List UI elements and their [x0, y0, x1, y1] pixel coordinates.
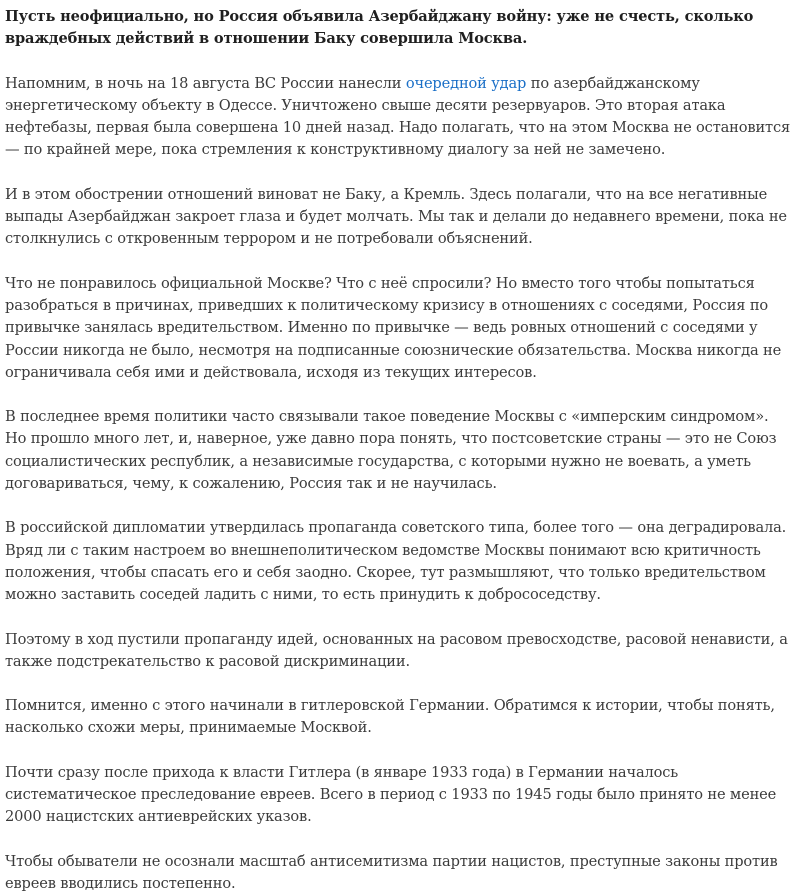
paragraph-1-text-before: Напомним, в ночь на 18 августа ВС России нанесли: [5, 74, 406, 92]
article-paragraph-8: Почти сразу после прихода к власти Гитлера (в январе 1933 года) в Германии началось систематическое преследование евреев. Всего в период с 1933 по 1945 годы было принято не менее 2000 нацистских антиеврейских указов.: [5, 763, 777, 826]
article-paragraph-2: И в этом обострении отношений виноват не Баку, а Кремль. Здесь полагали, что на все негативные выпады Азербайджан закроет глаза и будет молчать. Мы так и делали до недавнего времени, пока не столкнулись с откровенным террором и не потребовали объяснений.: [5, 185, 787, 248]
article-paragraph-3: Что не понравилось официальной Москве? Что с неё спросили? Но вместо того чтобы попытаться разобраться в причинах, приведших к политическому кризису в отношениях с соседями, Россия по привычке занялась вредительством. Именно по привычке — ведь ровных отношений с соседями у России никогда не было, несмотря на подписанные союзнические обязательства. Москва никогда не ограничивала себя ими и действовала, исходя из текущих интересов.: [5, 274, 782, 381]
article-paragraph-5: В российской дипломатии утвердилась пропаганда советского типа, более того — она деградировала. Вряд ли с таким настроем во внешнеполитическом ведомстве Москвы понимают всю критичность положения, чтобы спасать его и себя заодно. Скорее, тут размышляют, что только вредительством можно заставить соседей ладить с ними, то есть принудить к добрососедству.: [5, 519, 787, 604]
article-paragraph-9: Чтобы обыватели не осознали масштаб антисемитизма партии нацистов, преступные законы против евреев вводились постепенно.: [5, 852, 778, 892]
paragraph-1-text-after: по азербайджанскому энергетическому объекту в Одессе. Уничтожено свыше десяти резервуаров. Это вторая атака нефтебазы, первая была совершена 10 дней назад. Надо полагать, что на этом Москва не остановится — по крайней мере, пока стремления к конструктивному диалогу за ней не замечено.: [5, 74, 791, 159]
inline-link-strike[interactable]: очередной удар: [405, 74, 527, 92]
article-paragraph-6: Поэтому в ход пустили пропаганду идей, основанных на расовом превосходстве, расовой ненависти, а также подстрекательство к расовой дискриминации.: [5, 630, 788, 670]
article-paragraph-1: [5, 73, 791, 162]
article-paragraph-4: В последнее время политики часто связывали такое поведение Москвы с «имперским синдромом». Но прошло много лет, и, наверное, уже давно пора понять, что постсоветские страны — это не Союз социалистических республик, а независимые государства, с которыми нужно не воевать, а уметь договариваться, чему, к сожалению, Россия так и не научилась.: [5, 408, 777, 493]
article-paragraph-7: Помнится, именно с этого начинали в гитлеровской Германии. Обратимся к истории, чтобы понять, насколько схожи меры, принимаемые Москвой.: [5, 697, 775, 737]
article-lead: Пусть неофициально, но Россия объявила Азербайджану войну: уже не счесть, сколько враждебных действий в отношении Баку совершила Москва.: [5, 8, 754, 48]
